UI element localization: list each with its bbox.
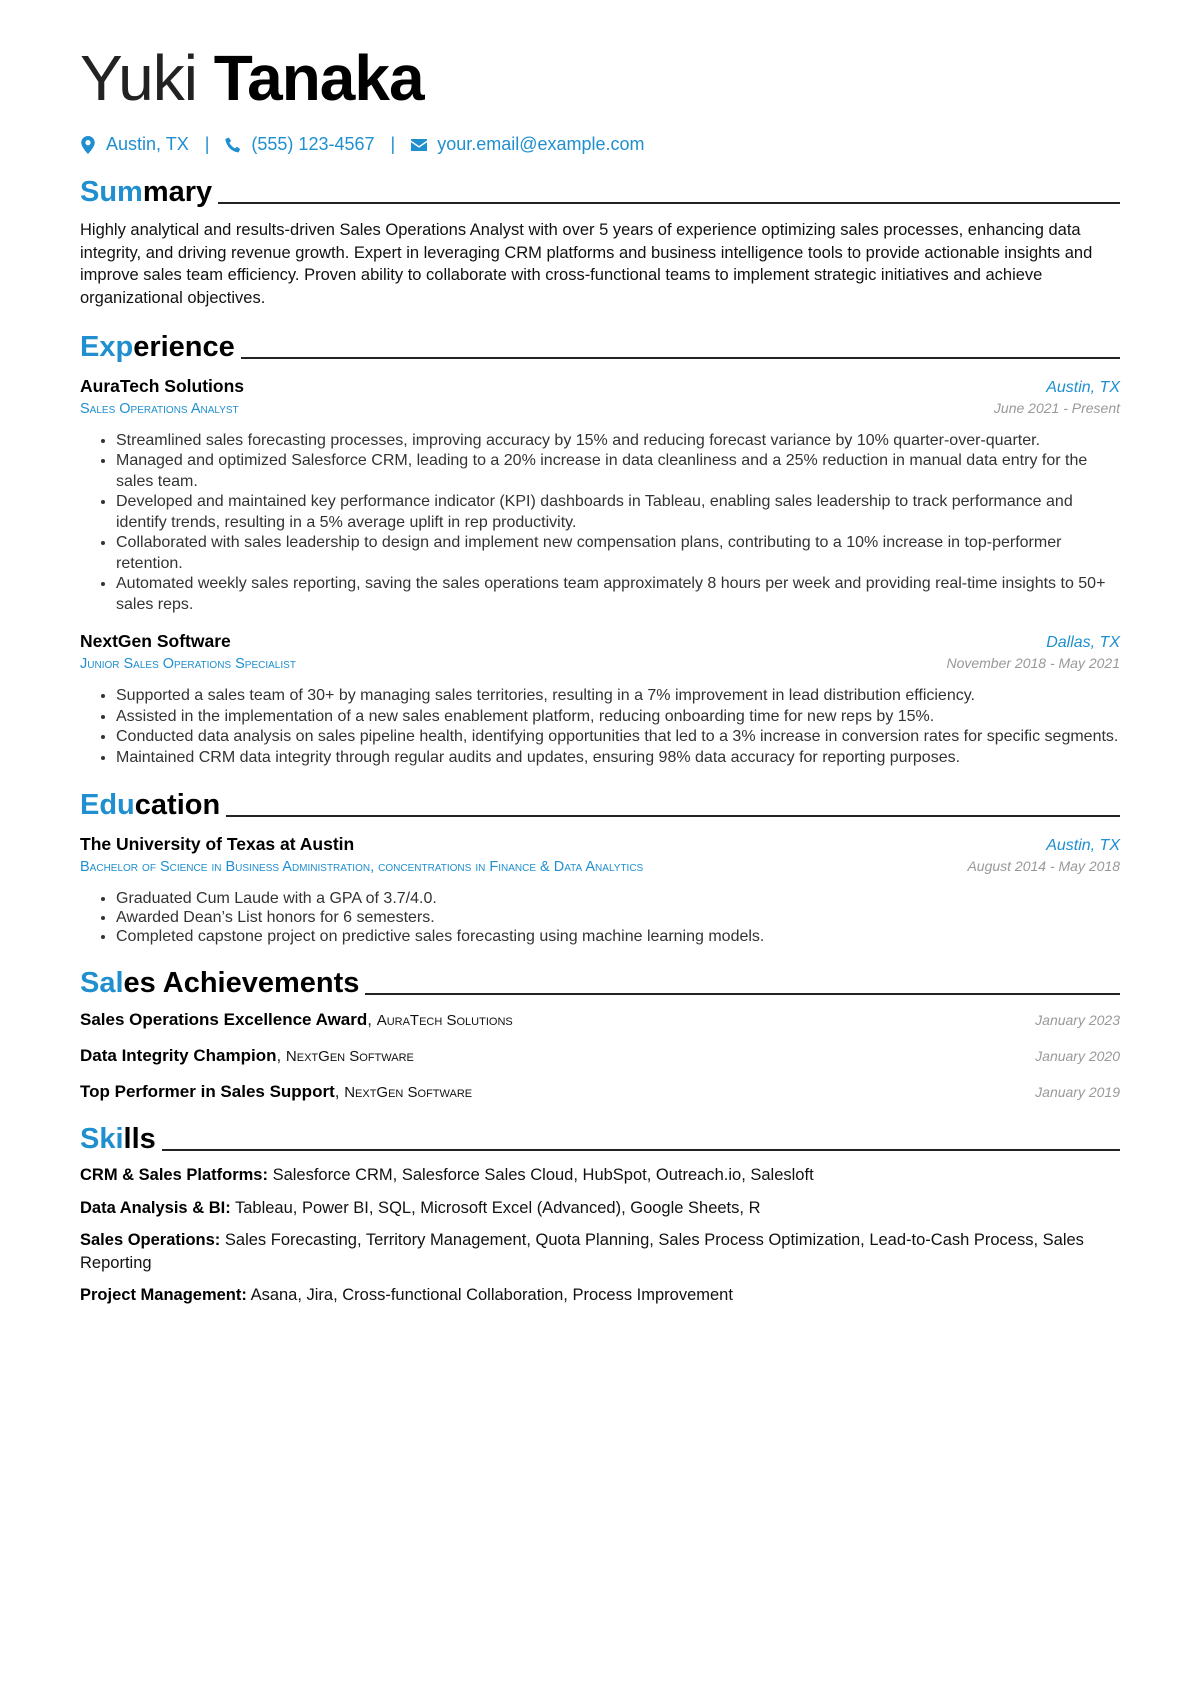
job-bullets <box>116 431 1120 616</box>
section-achievements-heading: Sales Achievements <box>80 960 1120 998</box>
job-title: Sales Operations Analyst <box>80 400 239 417</box>
bullet: • Awarded Dean’s List honors for 6 semesters. <box>116 908 1120 927</box>
email-link[interactable]: your.email@example.com <box>437 134 645 154</box>
job-dates: June 2021 - Present <box>993 399 1120 416</box>
bullet: • Maintained CRM data integrity through regular audits and updates, ensuring 98% data accuracy for reporting purposes. <box>116 748 1120 769</box>
skill-row: Project Management: Asana, Jira, Cross-functional Collaboration, Process Improvement <box>80 1286 733 1305</box>
section-summary-heading: Summary <box>80 169 1120 207</box>
separator: | <box>204 134 210 154</box>
divider <box>226 815 1120 817</box>
education-bullets <box>116 889 1120 946</box>
divider <box>162 1149 1120 1151</box>
achievement-item: Top Performer in Sales Support, NextGen Software January 2019 <box>80 1082 1120 1102</box>
map-pin-icon <box>80 136 96 154</box>
job-dates: November 2018 - May 2021 <box>946 655 1120 672</box>
job-location: Dallas, TX <box>1046 634 1120 652</box>
job-bullets <box>116 686 1120 768</box>
bullet: • Assisted in the implementation of a new sales enablement platform, reducing onboarding time for new reps by 15%. <box>116 707 1120 728</box>
achievement-item: Sales Operations Excellence Award, AuraTech Solutions January 2023 <box>80 1010 1120 1030</box>
achievement-item: Data Integrity Champion, NextGen Software January 2020 <box>80 1046 1120 1066</box>
phone[interactable]: (555) 123-4567 <box>251 134 375 154</box>
bullet: • Streamlined sales forecasting processes, improving accuracy by 15% and reducing forecast variance by 10% quarter-over-quarter. <box>116 431 1120 452</box>
summary-text: Highly analytical and results-driven Sales Operations Analyst with over 5 years of experience optimizing sales processes, enhancing data integrity, and driving revenue growth. Expert in leveraging CRM platforms and business intelligence tools to provide actionable insights and improve sales team efficiency. Proven ability to collaborate with cross-functional teams to implement strategic initiatives and achieve organizational objectives. <box>80 221 1093 308</box>
bullet: • Developed and maintained key performance indicator (KPI) dashboards in Tableau, enabling sales leadership to track performance and identify trends, resulting in a 5% average uplift in rep productivity. <box>116 492 1120 533</box>
bullet: • Managed and optimized Salesforce CRM, leading to a 20% increase in data cleanliness and a 25% reduction in manual data entry for the sales team. <box>116 451 1120 492</box>
envelope-icon <box>411 136 427 154</box>
bullet: • Automated weekly sales reporting, saving the sales operations team approximately 8 hours per week and providing real-time insights to 50+ sales reps. <box>116 574 1120 615</box>
education-entry <box>80 834 1120 946</box>
divider <box>365 993 1120 995</box>
company: AuraTech Solutions <box>80 375 244 396</box>
skill-row: Sales Operations: Sales Forecasting, Territory Management, Quota Planning, Sales Process Optimization, Lead-to-Cash Process, Sales Reporting <box>80 1231 1084 1272</box>
contact-info <box>80 134 1120 155</box>
company: NextGen Software <box>80 631 231 652</box>
location: Austin, TX <box>106 134 189 154</box>
section-education-heading: Education <box>80 782 1120 820</box>
job-entry <box>80 376 1120 616</box>
education-dates: August 2014 - May 2018 <box>967 858 1120 875</box>
divider <box>241 357 1120 359</box>
bullet: • Completed capstone project on predictive sales forecasting using machine learning models. <box>116 927 1120 946</box>
phone-icon <box>225 136 241 154</box>
bullet: • Conducted data analysis on sales pipeline health, identifying opportunities that led to a 3% increase in conversion rates for specific segments. <box>116 727 1120 748</box>
section-experience-heading: Experience <box>80 324 1120 362</box>
degree: Bachelor of Science in Business Administration, concentrations in Finance & Data Analytics <box>80 859 644 876</box>
job-location: Austin, TX <box>1046 378 1120 396</box>
candidate-name: Yuki Tanaka <box>80 42 424 114</box>
bullet: • Graduated Cum Laude with a GPA of 3.7/4.0. <box>116 889 1120 908</box>
bullet: • Collaborated with sales leadership to design and implement new compensation plans, contributing to a 10% increase in top-performer retention. <box>116 533 1120 574</box>
skill-row: CRM & Sales Platforms: Salesforce CRM, Salesforce Sales Cloud, HubSpot, Outreach.io, Salesloft <box>80 1166 814 1185</box>
divider <box>218 202 1120 204</box>
job-title: Junior Sales Operations Specialist <box>80 656 296 673</box>
job-entry <box>80 631 1120 768</box>
separator: | <box>390 134 396 154</box>
section-skills-heading: Skills <box>80 1116 1120 1154</box>
resume-page <box>80 0 1120 1307</box>
school-location: Austin, TX <box>1046 837 1120 855</box>
skill-row: Data Analysis & BI: Tableau, Power BI, SQL, Microsoft Excel (Advanced), Google Sheets, R <box>80 1198 761 1217</box>
bullet: • Supported a sales team of 30+ by managing sales territories, resulting in a 7% improvement in lead distribution efficiency. <box>116 686 1120 707</box>
school: The University of Texas at Austin <box>80 834 355 855</box>
